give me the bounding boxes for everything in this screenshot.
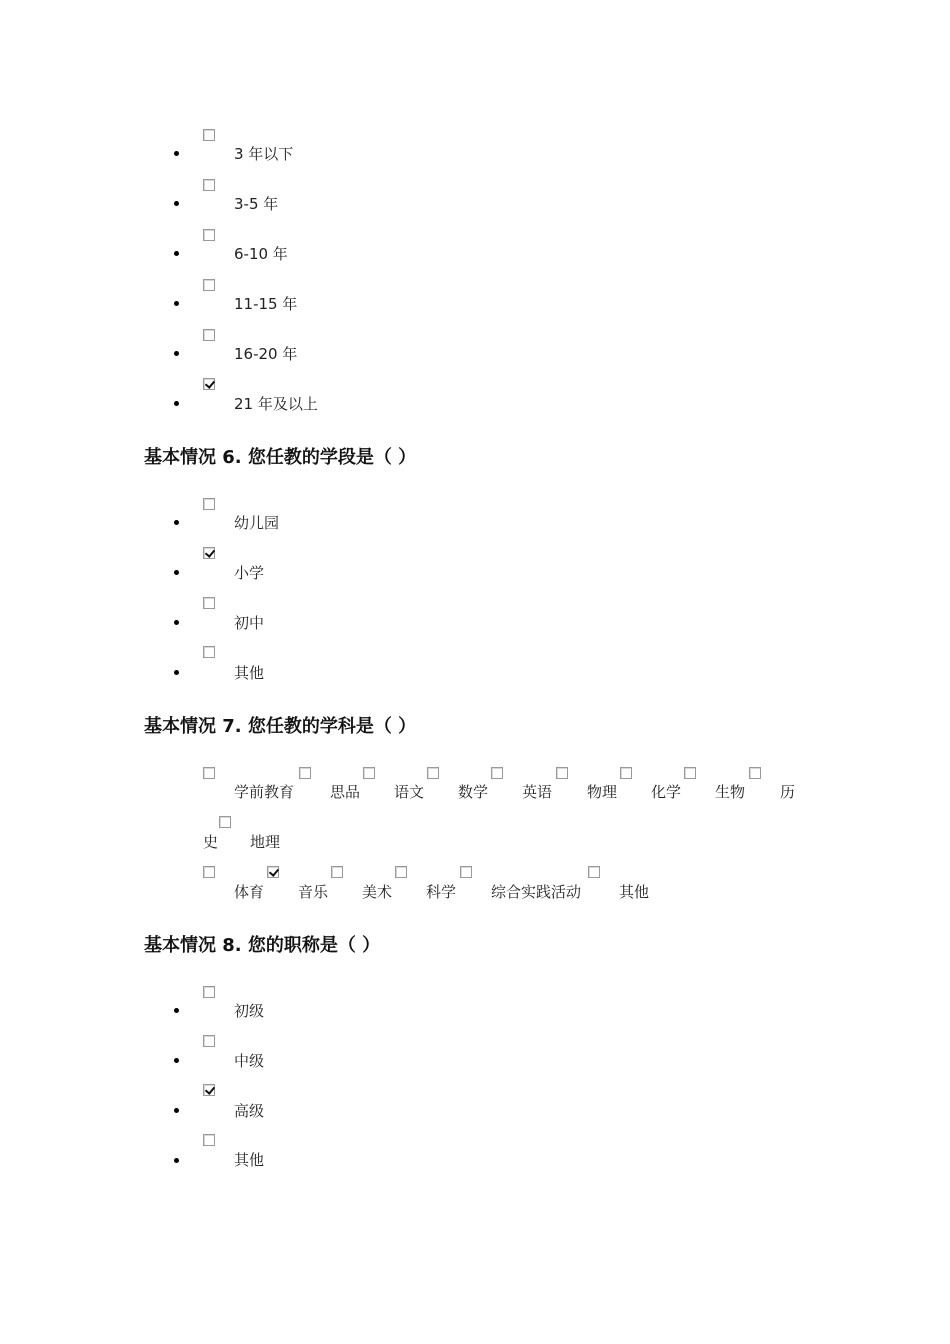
q7-title: 基本情况 7. 您任教的学科是（ ） bbox=[144, 716, 417, 737]
q8-option-label: 其他 bbox=[234, 1151, 265, 1169]
q8-checkbox-0[interactable] bbox=[203, 986, 215, 998]
q7-option-label: 其他 bbox=[619, 883, 650, 901]
q5-checkbox-5[interactable] bbox=[203, 378, 215, 390]
q5-option-label: 3 年以下 bbox=[234, 145, 294, 163]
q6-checkbox-2[interactable] bbox=[203, 597, 215, 609]
q8-option-label: 初级 bbox=[234, 1002, 265, 1020]
q6-checkbox-3[interactable] bbox=[203, 646, 215, 658]
q7-option-label: 地理 bbox=[250, 833, 281, 851]
list-bullet bbox=[174, 1158, 179, 1163]
q7-checkbox-16[interactable] bbox=[588, 866, 600, 878]
q7-checkbox-12[interactable] bbox=[267, 866, 279, 878]
q5-checkbox-0[interactable] bbox=[203, 129, 215, 141]
list-bullet bbox=[174, 351, 179, 356]
list-bullet bbox=[174, 1058, 179, 1063]
q7-option-label: 思品 bbox=[330, 783, 361, 801]
q6-checkbox-1[interactable] bbox=[203, 547, 215, 559]
q7-option-label: 体育 bbox=[234, 883, 265, 901]
q7-option-label: 语文 bbox=[394, 783, 425, 801]
q7-option-label: 英语 bbox=[522, 783, 553, 801]
q7-option-label: 物理 bbox=[587, 783, 618, 801]
q6-option-label: 幼儿园 bbox=[234, 514, 280, 532]
q5-option-label: 6-10 年 bbox=[234, 245, 288, 263]
q5-checkbox-2[interactable] bbox=[203, 229, 215, 241]
q7-checkbox-4[interactable] bbox=[491, 767, 503, 779]
list-bullet bbox=[174, 570, 179, 575]
q7-option-label: 学前教育 bbox=[234, 783, 295, 801]
q7-checkbox-3[interactable] bbox=[427, 767, 439, 779]
list-bullet bbox=[174, 1108, 179, 1113]
q8-checkbox-1[interactable] bbox=[203, 1035, 215, 1047]
q7-checkbox-6[interactable] bbox=[620, 767, 632, 779]
q5-checkbox-3[interactable] bbox=[203, 279, 215, 291]
list-bullet bbox=[174, 670, 179, 675]
q7-option-label: 综合实践活动 bbox=[491, 883, 582, 901]
q7-checkbox-1[interactable] bbox=[299, 767, 311, 779]
q8-checkbox-2[interactable] bbox=[203, 1084, 215, 1096]
q6-option-label: 初中 bbox=[234, 614, 265, 632]
q7-checkbox-8[interactable] bbox=[749, 767, 761, 779]
q7-checkbox-13[interactable] bbox=[331, 866, 343, 878]
q7-checkbox-7[interactable] bbox=[684, 767, 696, 779]
list-bullet bbox=[174, 151, 179, 156]
q7-checkbox-11[interactable] bbox=[203, 866, 215, 878]
q8-title: 基本情况 8. 您的职称是（ ） bbox=[144, 935, 381, 956]
list-bullet bbox=[174, 520, 179, 525]
list-bullet bbox=[174, 251, 179, 256]
q7-checkbox-2[interactable] bbox=[363, 767, 375, 779]
q6-option-label: 小学 bbox=[234, 564, 265, 582]
q7-option-label: 生物 bbox=[715, 783, 746, 801]
list-bullet bbox=[174, 301, 179, 306]
q6-title: 基本情况 6. 您任教的学段是（ ） bbox=[144, 447, 417, 468]
q7-checkbox-10[interactable] bbox=[219, 816, 231, 828]
q5-checkbox-4[interactable] bbox=[203, 329, 215, 341]
list-bullet bbox=[174, 201, 179, 206]
q5-option-label: 21 年及以上 bbox=[234, 395, 318, 413]
q6-option-label: 其他 bbox=[234, 664, 265, 682]
q7-option-label-continued: 史 bbox=[203, 833, 219, 851]
q7-checkbox-15[interactable] bbox=[460, 866, 472, 878]
q5-option-label: 3-5 年 bbox=[234, 195, 279, 213]
q8-option-label: 中级 bbox=[234, 1052, 265, 1070]
q7-option-label: 历 bbox=[780, 783, 796, 801]
q5-option-label: 16-20 年 bbox=[234, 345, 298, 363]
q8-checkbox-3[interactable] bbox=[203, 1134, 215, 1146]
q7-checkbox-5[interactable] bbox=[556, 767, 568, 779]
q7-option-label: 化学 bbox=[651, 783, 682, 801]
q5-checkbox-1[interactable] bbox=[203, 179, 215, 191]
q7-option-label: 音乐 bbox=[298, 883, 329, 901]
q7-checkbox-14[interactable] bbox=[395, 866, 407, 878]
q7-checkbox-0[interactable] bbox=[203, 767, 215, 779]
list-bullet bbox=[174, 1008, 179, 1013]
q7-option-label: 美术 bbox=[362, 883, 393, 901]
q7-option-label: 数学 bbox=[458, 783, 489, 801]
q8-option-label: 高级 bbox=[234, 1102, 265, 1120]
q6-checkbox-0[interactable] bbox=[203, 498, 215, 510]
list-bullet bbox=[174, 620, 179, 625]
q5-option-label: 11-15 年 bbox=[234, 295, 298, 313]
list-bullet bbox=[174, 401, 179, 406]
q7-option-label: 科学 bbox=[426, 883, 457, 901]
